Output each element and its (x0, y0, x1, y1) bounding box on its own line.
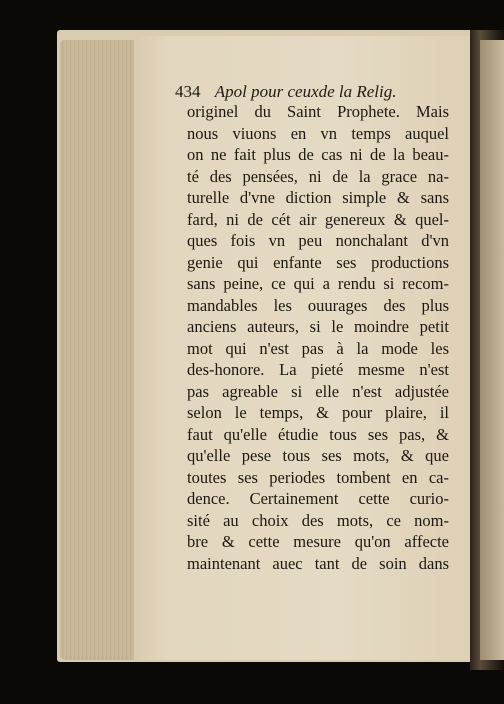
text-line: pas agreable si elle n'est adjustée (187, 381, 449, 401)
text-line: genie qui enfante ses productions (187, 252, 449, 272)
text-line: originel du Saint Prophete. Mais (187, 102, 449, 121)
text-line: nous viuons en vn temps auquel (187, 123, 449, 143)
text-line: dence. Certainement cette curio- (187, 489, 449, 508)
text-line: selon le temps, & pour plaire, il (187, 403, 449, 422)
page-edges (60, 40, 144, 660)
text-line: anciens auteurs, si le moindre petit (187, 317, 449, 336)
text-line: bre & cette mesure qu'on affecte (187, 532, 449, 551)
text-line: sité au choix des mots, ce nom- (187, 510, 449, 530)
running-title: Apol pour ceuxde la Relig. (214, 82, 397, 101)
text-line: mot qui n'est pas à la mode les (187, 338, 449, 358)
running-head (175, 82, 460, 102)
text-line: maintenant auec tant de soin dans (187, 553, 449, 573)
facing-page-edge (480, 40, 504, 660)
text-line: sans peine, ce qui a rendu si recom- (187, 274, 449, 293)
text-line: mandables les ouurages des plus (187, 295, 449, 315)
text-line: qu'elle pese tous ses mots, & que (187, 446, 449, 465)
text-line: fard, ni de cét air genereux & quel- (187, 209, 449, 229)
text-line: faut qu'elle étudie tous ses pas, & (187, 424, 449, 444)
text-line: toutes ses periodes tombent en ca- (187, 467, 449, 487)
page-number: 434 (175, 82, 201, 101)
text-line: turelle d'vne diction simple & sans (187, 188, 449, 207)
text-line: on ne fait plus de cas ni de la beau- (187, 145, 449, 164)
text-block (187, 101, 449, 574)
text-line: ques fois vn peu nonchalant d'vn (187, 231, 449, 250)
text-line: té des pensées, ni de la grace na- (187, 166, 449, 186)
text-line: des-honore. La pieté mesme n'est (187, 360, 449, 379)
